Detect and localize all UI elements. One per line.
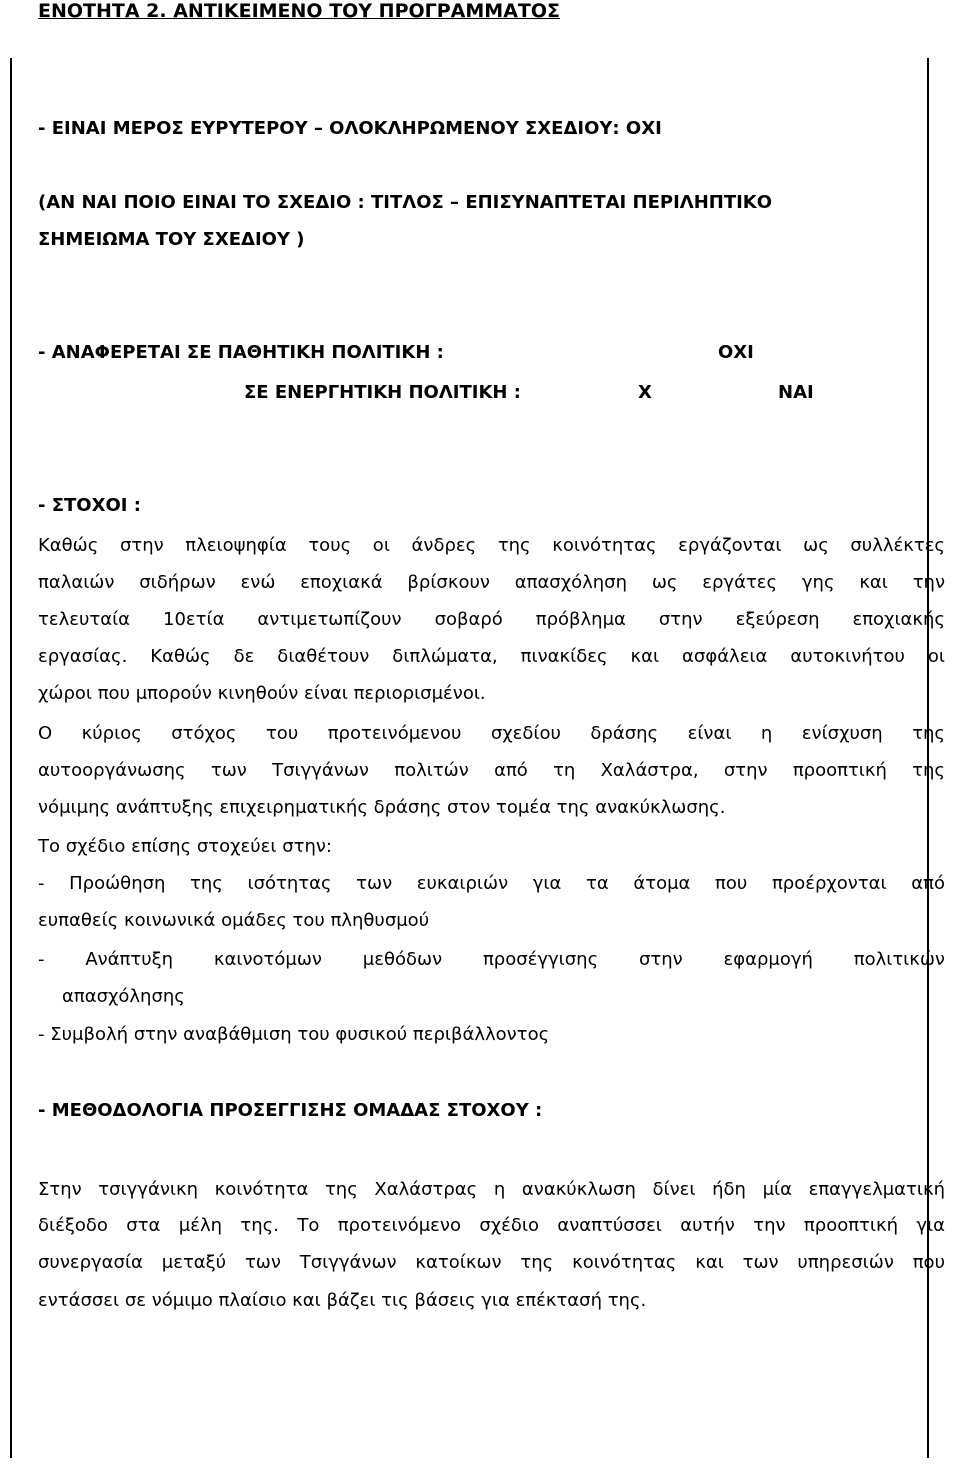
method-heading: - ΜΕΘΟΔΟΛΟΓΙΑ ΠΡΟΣΕΓΓΙΣΗΣ ΟΜΑΔΑΣ ΣΤΟΧΟΥ : — [38, 1100, 543, 1121]
goals-line: τελευταία 10ετία αντιμετωπίζουν σοβαρό πρόβλημα στην εξεύρεση εποχιακής — [38, 609, 945, 630]
left-border-line — [10, 58, 12, 1458]
goals-line: - Προώθηση της ισότητας των ευκαιριών για τα άτομα που προέρχονται από — [38, 873, 945, 894]
method-line: διέξοδο στα μέλη της. Το προτεινόμενο σχέδιο αναπτύσσει αυτήν την προοπτική για — [38, 1215, 945, 1236]
passive-policy-label: - ΑΝΑΦΕΡΕΤΑΙ ΣΕ ΠΑΘΗΤΙΚΗ ΠΟΛΙΤΙΚΗ : — [38, 342, 444, 363]
goals-line: - Ανάπτυξη καινοτόμων μεθόδων προσέγγισης στην εφαρμογή πολιτικών — [38, 949, 945, 970]
goals-line: αυτοοργάνωσης των Τσιγγάνων πολιτών από τη Χαλάστρα, στην προοπτική της — [38, 760, 945, 781]
goals-line: απασχόλησης — [62, 986, 185, 1007]
goals-line: Ο κύριος στόχος του προτεινόμενου σχεδίου δράσης είναι η ενίσχυση της — [38, 723, 945, 744]
active-policy-label: ΣΕ ΕΝΕΡΓΗΤΙΚΗ ΠΟΛΙΤΙΚΗ : — [244, 382, 521, 403]
goals-line: - Συμβολή στην αναβάθμιση του φυσικού περιβάλλοντος — [38, 1024, 550, 1045]
goals-line: Καθώς στην πλειοψηφία τους οι άνδρες της κοινότητας εργάζονται ως συλλέκτες — [38, 535, 945, 556]
goals-line: νόμιμης ανάπτυξης επιχειρηματικής δράσης στον τομέα της ανακύκλωσης. — [38, 797, 726, 818]
active-policy-mark: Χ — [638, 382, 652, 403]
method-line: Στην τσιγγάνικη κοινότητα της Χαλάστρας η ανακύκλωση δίνει ήδη μία επαγγελματική — [38, 1179, 945, 1200]
plan-note-line-1: (ΑΝ ΝΑΙ ΠΟΙΟ ΕΙΝΑΙ ΤΟ ΣΧΕΔΙΟ : ΤΙΤΛΟΣ – ΕΠΙΣΥΝΑΠΤΕΤΑΙ ΠΕΡΙΛΗΠΤΙΚΟ — [38, 192, 773, 213]
plan-note-line-2: ΣΗΜΕΙΩΜΑ ΤΟΥ ΣΧΕΔΙΟΥ ) — [38, 229, 305, 250]
method-line: συνεργασία μεταξύ των Τσιγγάνων κατοίκων της κοινότητας και των υπηρεσιών που — [38, 1252, 945, 1273]
method-line: εντάσσει σε νόμιμο πλαίσιο και βάζει τις βάσεις για επέκτασή της. — [38, 1290, 647, 1311]
part-of-plan-line: - ΕΙΝΑΙ ΜΕΡΟΣ ΕΥΡΥΤΕΡΟΥ – ΟΛΟΚΛΗΡΩΜΕΝΟΥ ΣΧΕΔΙΟΥ: ΟΧΙ — [38, 118, 662, 139]
active-policy-value: ΝΑΙ — [778, 382, 814, 403]
goals-line: χώροι που μπορούν κινηθούν είναι περιορισμένοι. — [38, 683, 486, 704]
goals-heading: - ΣΤΟΧΟΙ : — [38, 495, 141, 516]
right-border-line — [927, 58, 929, 1458]
goals-line: παλαιών σιδήρων ενώ εποχιακά βρίσκουν απασχόληση ως εργάτες γης και την — [38, 572, 945, 593]
page-title: ΕΝΟΤΗΤΑ 2. ΑΝΤΙΚΕΙΜΕΝΟ ΤΟΥ ΠΡΟΓΡΑΜΜΑΤΟΣ — [38, 0, 560, 22]
goals-line: εργασίας. Καθώς δε διαθέτουν διπλώματα, πινακίδες και ασφάλεια αυτοκινήτου οι — [38, 646, 945, 667]
passive-policy-value: ΟΧΙ — [718, 342, 754, 363]
goals-line: ευπαθείς κοινωνικά ομάδες του πληθυσμού — [38, 910, 430, 931]
goals-line: Το σχέδιο επίσης στοχεύει στην: — [38, 836, 332, 857]
